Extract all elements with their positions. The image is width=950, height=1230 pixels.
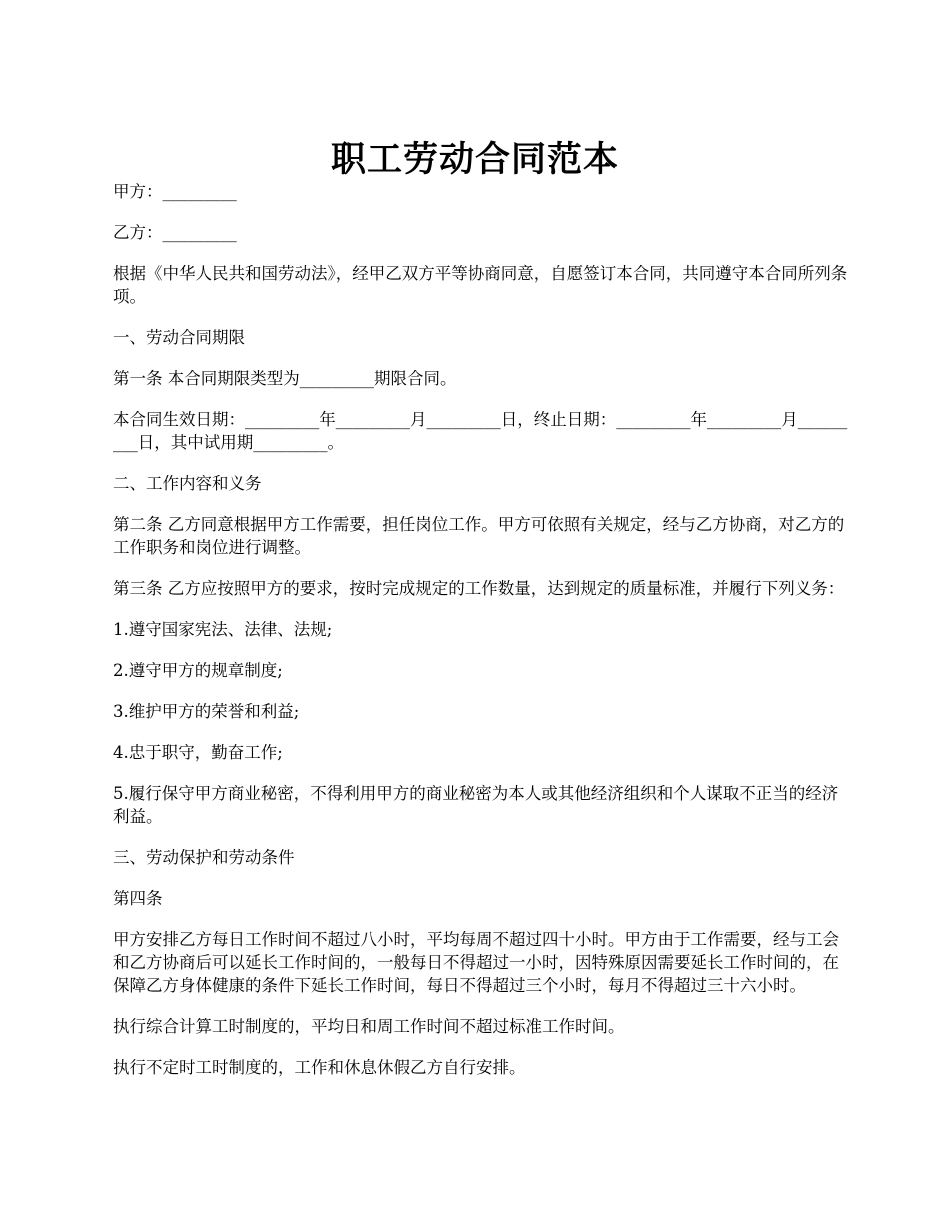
article-4-heading: 第四条 (113, 889, 163, 908)
obligation-item-2: 2.遵守甲方的规章制度; (113, 661, 283, 680)
party-a-line: 甲方：_________ (113, 182, 237, 201)
obligation-item-3: 3.维护甲方的荣誉和利益; (113, 702, 300, 721)
article-3: 第三条 乙方应按照甲方的要求，按时完成规定的工作数量，达到规定的质量标准，并履行下列义务： (113, 579, 845, 598)
obligation-item-4: 4.忠于职守，勤奋工作; (113, 743, 283, 762)
article-2: 第二条 乙方同意根据甲方工作需要，担任岗位工作。甲方可依照有关规定，经与乙方协商，对乙方的工作职务和岗位进行调整。 (113, 515, 845, 557)
obligation-item-1: 1.遵守国家宪法、法律、法规; (113, 620, 333, 639)
article-1: 第一条 本合同期限类型为_________期限合同。 (113, 369, 457, 388)
flexible-hours-paragraph: 执行不定时工时制度的，工作和休息休假乙方自行安排。 (113, 1058, 526, 1077)
section-heading-term: 一、劳动合同期限 (113, 328, 245, 347)
party-b-line: 乙方：_________ (113, 223, 237, 242)
effective-dates-paragraph: 本合同生效日期：_________年_________月_________日，终止日期：_________年_________月_________日，其中试用期_________。 (113, 410, 848, 452)
section-heading-duties: 二、工作内容和义务 (113, 474, 262, 493)
working-hours-paragraph: 甲方安排乙方每日工作时间不超过八小时，平均每周不超过四十小时。甲方由于工作需要，经与工会和乙方协商后可以延长工作时间的，一般每日不得超过一小时，因特殊原因需要延长工作时间的，在保障乙方身体健康的条件下延长工作时间，每日不得超过三个小时，每月不得超过三十六小时。 (113, 930, 839, 995)
document-body (113, 180, 853, 1097)
comprehensive-hours-paragraph: 执行综合计算工时制度的，平均日和周工作时间不超过标准工作时间。 (113, 1017, 625, 1036)
section-heading-protection: 三、劳动保护和劳动条件 (113, 848, 295, 867)
document-title: 职工劳动合同范本 (330, 139, 619, 181)
obligation-item-5: 5.履行保守甲方商业秘密，不得利用甲方的商业秘密为本人或其他经济组织和个人谋取不正当的经济利益。 (113, 784, 839, 826)
preamble-paragraph: 根据《中华人民共和国劳动法》，经甲乙双方平等协商同意，自愿签订本合同，共同遵守本合同所列条项。 (113, 264, 848, 306)
